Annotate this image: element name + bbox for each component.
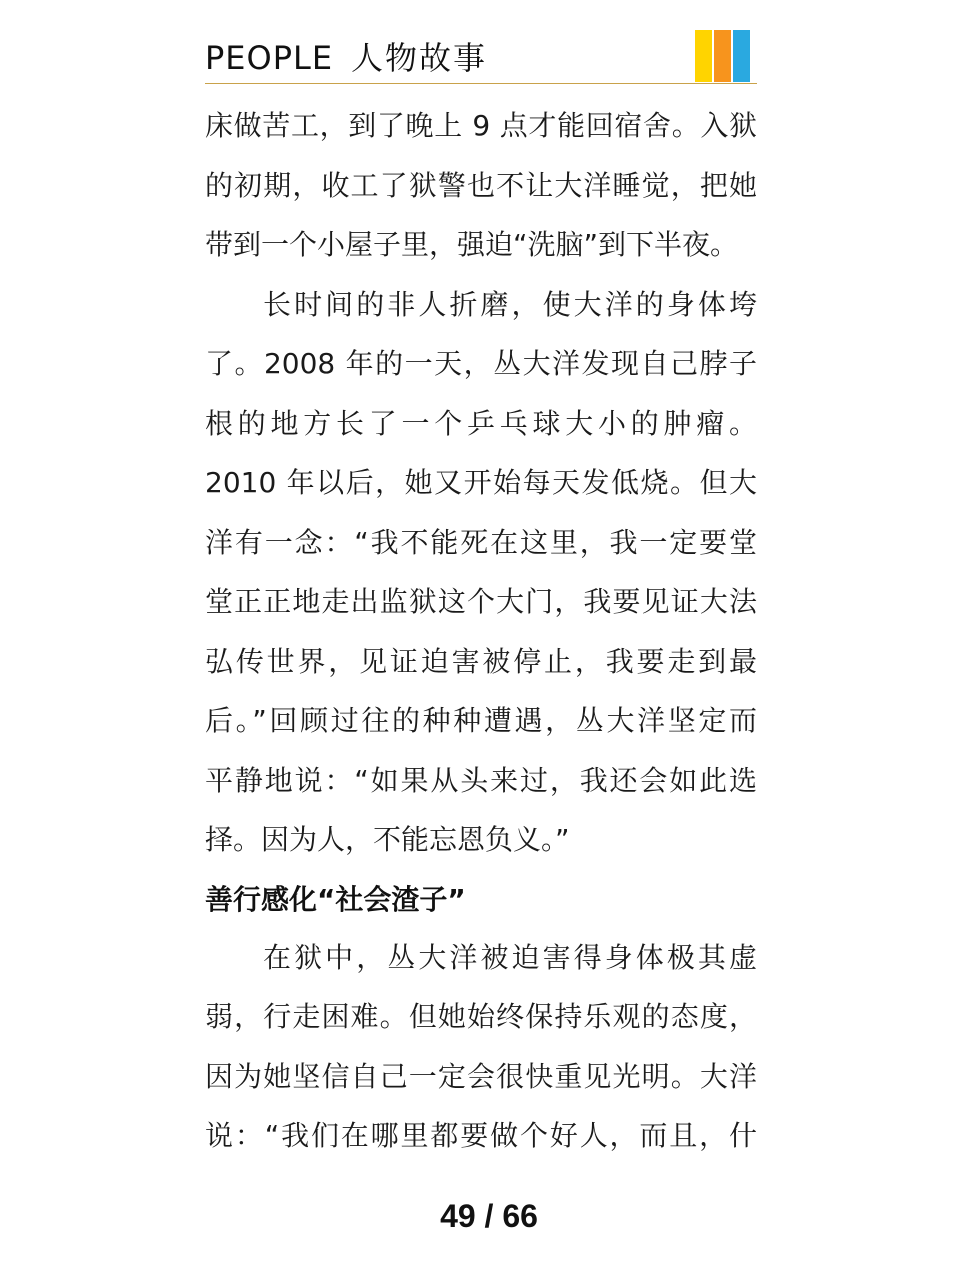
paragraph-3 (205, 928, 757, 1166)
page-number: 49 / 66 (440, 1198, 538, 1234)
header-title (205, 38, 487, 78)
text-line: 堂正正地走出监狱这个大门，我要见证大法 (205, 585, 757, 618)
orange-color-block (714, 30, 731, 82)
text-line: 的初期，收工了狱警也不让大洋睡觉，把她 (205, 168, 757, 202)
header-title-zh: 人物故事 (351, 39, 488, 77)
header-title-en: PEOPLE (205, 39, 334, 77)
text-line: 带到一个小屋子里，强迫“洗脑”到下半夜。 (205, 228, 739, 261)
text-line: 弘传世界，见证迫害被停止，我要走到最 (205, 644, 757, 678)
article-body (205, 96, 757, 1166)
text-line: 后。”回顾过往的种种遭遇，丛大洋坚定而 (205, 704, 757, 737)
paragraph-2 (205, 275, 757, 870)
text-line: 因为她坚信自己一定会很快重见光明。大洋 (205, 1059, 757, 1093)
text-line: 洋有一念：“我不能死在这里，我一定要堂 (205, 525, 757, 559)
section-heading: 善行感化“社会渣子” (205, 882, 466, 916)
text-line: 根的地方长了一个乒乓球大小的肿瘤。 (205, 406, 757, 440)
text-line: 在狱中，丛大洋被迫害得身体极其虚 (263, 940, 757, 974)
paragraph-1 (205, 96, 757, 275)
text-line: 2010 年以后，她又开始每天发低烧。但大 (205, 466, 757, 499)
text-line: 长时间的非人折磨，使大洋的身体垮 (263, 287, 757, 321)
yellow-color-block (695, 30, 712, 82)
text-line: 平静地说：“如果从头来过，我还会如此选 (205, 763, 757, 797)
blue-color-block (733, 30, 750, 82)
text-line: 床做苦工，到了晚上 9 点才能回宿舍。入狱 (205, 109, 757, 142)
text-line: 了。2008 年的一天，丛大洋发现自己脖子 (205, 347, 757, 380)
text-line: 择。因为人，不能忘恩负义。” (205, 823, 570, 856)
header-color-blocks (695, 30, 751, 82)
header-divider (205, 83, 757, 84)
text-line: 说：“我们在哪里都要做个好人，而且，什 (205, 1119, 757, 1152)
page-header (205, 26, 757, 90)
text-line: 弱，行走困难。但她始终保持乐观的态度， (205, 1000, 757, 1033)
